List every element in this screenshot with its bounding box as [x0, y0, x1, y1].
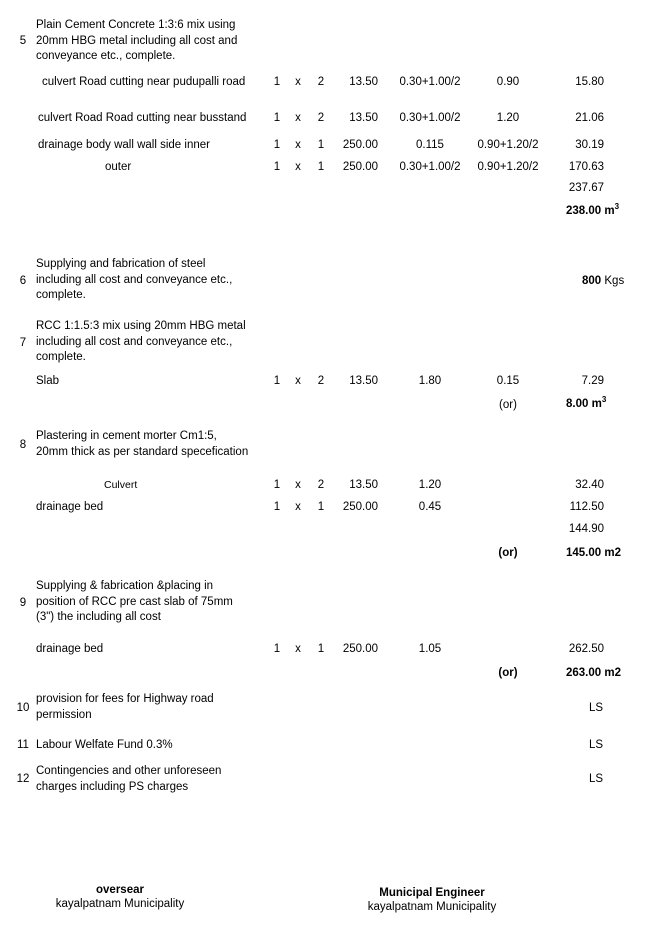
- row-count: 1: [273, 76, 281, 88]
- final-quantity: 145.00 m2: [566, 547, 621, 559]
- row-depth: 0.15: [496, 375, 520, 387]
- item-number: 11: [17, 739, 29, 751]
- row-breadth: 1.05: [418, 643, 442, 655]
- item-description: Plain Cement Concrete 1:3:6 mix using 20mm HBG metal including all cost and conveyance etc., complete.: [36, 19, 238, 62]
- row-breadth: 0.30+1.00/2: [399, 112, 461, 124]
- row-total: 112.50: [569, 501, 604, 513]
- row-times: x: [295, 479, 301, 491]
- row-length: 13.50: [349, 76, 378, 88]
- subtotal: 237.67: [568, 182, 604, 194]
- item-number: 6: [19, 275, 27, 287]
- item-number: 9: [19, 597, 27, 609]
- row-times: x: [295, 643, 301, 655]
- row-total: 15.80: [575, 76, 604, 88]
- row-length: 250.00: [342, 501, 378, 513]
- row-qty: 2: [317, 375, 325, 387]
- final-quantity: LS: [589, 773, 604, 785]
- item-number: 8: [19, 439, 27, 451]
- row-times: x: [295, 161, 301, 173]
- subtotal: 144.90: [568, 523, 604, 535]
- row-name: drainage bed: [36, 501, 104, 513]
- row-depth: 1.20: [496, 112, 520, 124]
- or-label: (or): [499, 399, 517, 411]
- row-length: 250.00: [342, 139, 378, 151]
- item-description: provision for fees for Highway road permission: [36, 693, 214, 721]
- row-count: 1: [273, 643, 281, 655]
- row-times: x: [295, 112, 301, 124]
- row-total: 170.63: [568, 161, 604, 173]
- row-length: 13.50: [349, 479, 378, 491]
- row-qty: 1: [317, 139, 325, 151]
- row-total: 32.40: [575, 479, 604, 491]
- row-count: 1: [273, 479, 281, 491]
- row-count: 1: [273, 112, 281, 124]
- row-total: 7.29: [581, 375, 604, 387]
- or-label: (or): [498, 547, 518, 559]
- row-count: 1: [273, 375, 281, 387]
- final-quantity: LS: [589, 702, 604, 714]
- row-breadth: 1.80: [418, 375, 442, 387]
- row-times: x: [295, 139, 301, 151]
- row-name: drainage body wall wall side inner: [38, 139, 210, 151]
- final-quantity: 8.00 $m^3$: [566, 395, 607, 410]
- signature-title-left: oversear: [96, 884, 144, 896]
- item-description: Labour Welfate Fund 0.3%: [36, 739, 173, 751]
- row-count: 1: [273, 139, 281, 151]
- row-count: 1: [273, 501, 281, 513]
- row-breadth: 1.20: [418, 479, 442, 491]
- row-length: 250.00: [342, 161, 378, 173]
- row-depth: 0.90+1.20/2: [477, 161, 539, 173]
- row-qty: 1: [317, 161, 325, 173]
- row-times: x: [295, 375, 301, 387]
- row-count: 1: [273, 161, 281, 173]
- row-qty: 1: [317, 501, 325, 513]
- signature-title-right: Municipal Engineer: [379, 887, 485, 899]
- item-number: 5: [19, 35, 27, 47]
- row-depth: 0.90+1.20/2: [477, 139, 539, 151]
- row-qty: 2: [317, 479, 325, 491]
- row-length: 13.50: [349, 375, 378, 387]
- row-breadth: 0.45: [418, 501, 442, 513]
- row-times: x: [295, 501, 301, 513]
- item-number: 10: [16, 702, 30, 714]
- row-total: 30.19: [575, 139, 604, 151]
- row-breadth: 0.30+1.00/2: [399, 161, 461, 173]
- row-name: culvert Road cutting near pudupalli road: [42, 76, 246, 88]
- row-total: 21.06: [575, 112, 604, 124]
- row-breadth: 0.30+1.00/2: [399, 76, 461, 88]
- or-label: (or): [498, 667, 518, 679]
- row-depth: 0.90: [496, 76, 520, 88]
- row-qty: 2: [317, 76, 325, 88]
- item-description: Supplying & fabrication &placing in position of RCC pre cast slab of 75mm (3") the including all cost: [36, 580, 233, 623]
- row-name: Slab: [36, 375, 60, 387]
- row-total: 262.50: [568, 643, 604, 655]
- item-description: RCC 1:1.5:3 mix using 20mm HBG metal including all cost and conveyance etc., complete.: [36, 320, 246, 363]
- row-length: 250.00: [342, 643, 378, 655]
- row-name: Culvert: [104, 479, 138, 491]
- row-breadth: 0.115: [416, 139, 444, 151]
- item-description: Supplying and fabrication of steel including all cost and conveyance etc., complete.: [36, 258, 233, 301]
- row-qty: 1: [317, 643, 325, 655]
- final-quantity: LS: [589, 739, 604, 751]
- row-length: 13.50: [349, 112, 378, 124]
- row-name: drainage bed: [36, 643, 104, 655]
- row-qty: 2: [317, 112, 325, 124]
- final-quantity: 800 Kgs: [582, 275, 625, 287]
- item-number: 12: [16, 773, 30, 785]
- final-quantity: 238.00 $m^3$: [566, 202, 620, 217]
- item-description: Plastering in cement morter Cm1:5, 20mm thick as per standard specefication: [36, 430, 249, 458]
- row-name: culvert Road Road cutting near busstand: [38, 112, 247, 124]
- row-times: x: [295, 76, 301, 88]
- item-description: Contingencies and other unforeseen charges including PS charges: [36, 765, 222, 793]
- signature-org-left: kayalpatnam Municipality: [55, 898, 185, 910]
- item-number: 7: [19, 337, 27, 349]
- final-quantity: 263.00 m2: [566, 667, 621, 679]
- signature-org-right: kayalpatnam Municipality: [367, 901, 497, 913]
- row-name: outer: [105, 161, 132, 173]
